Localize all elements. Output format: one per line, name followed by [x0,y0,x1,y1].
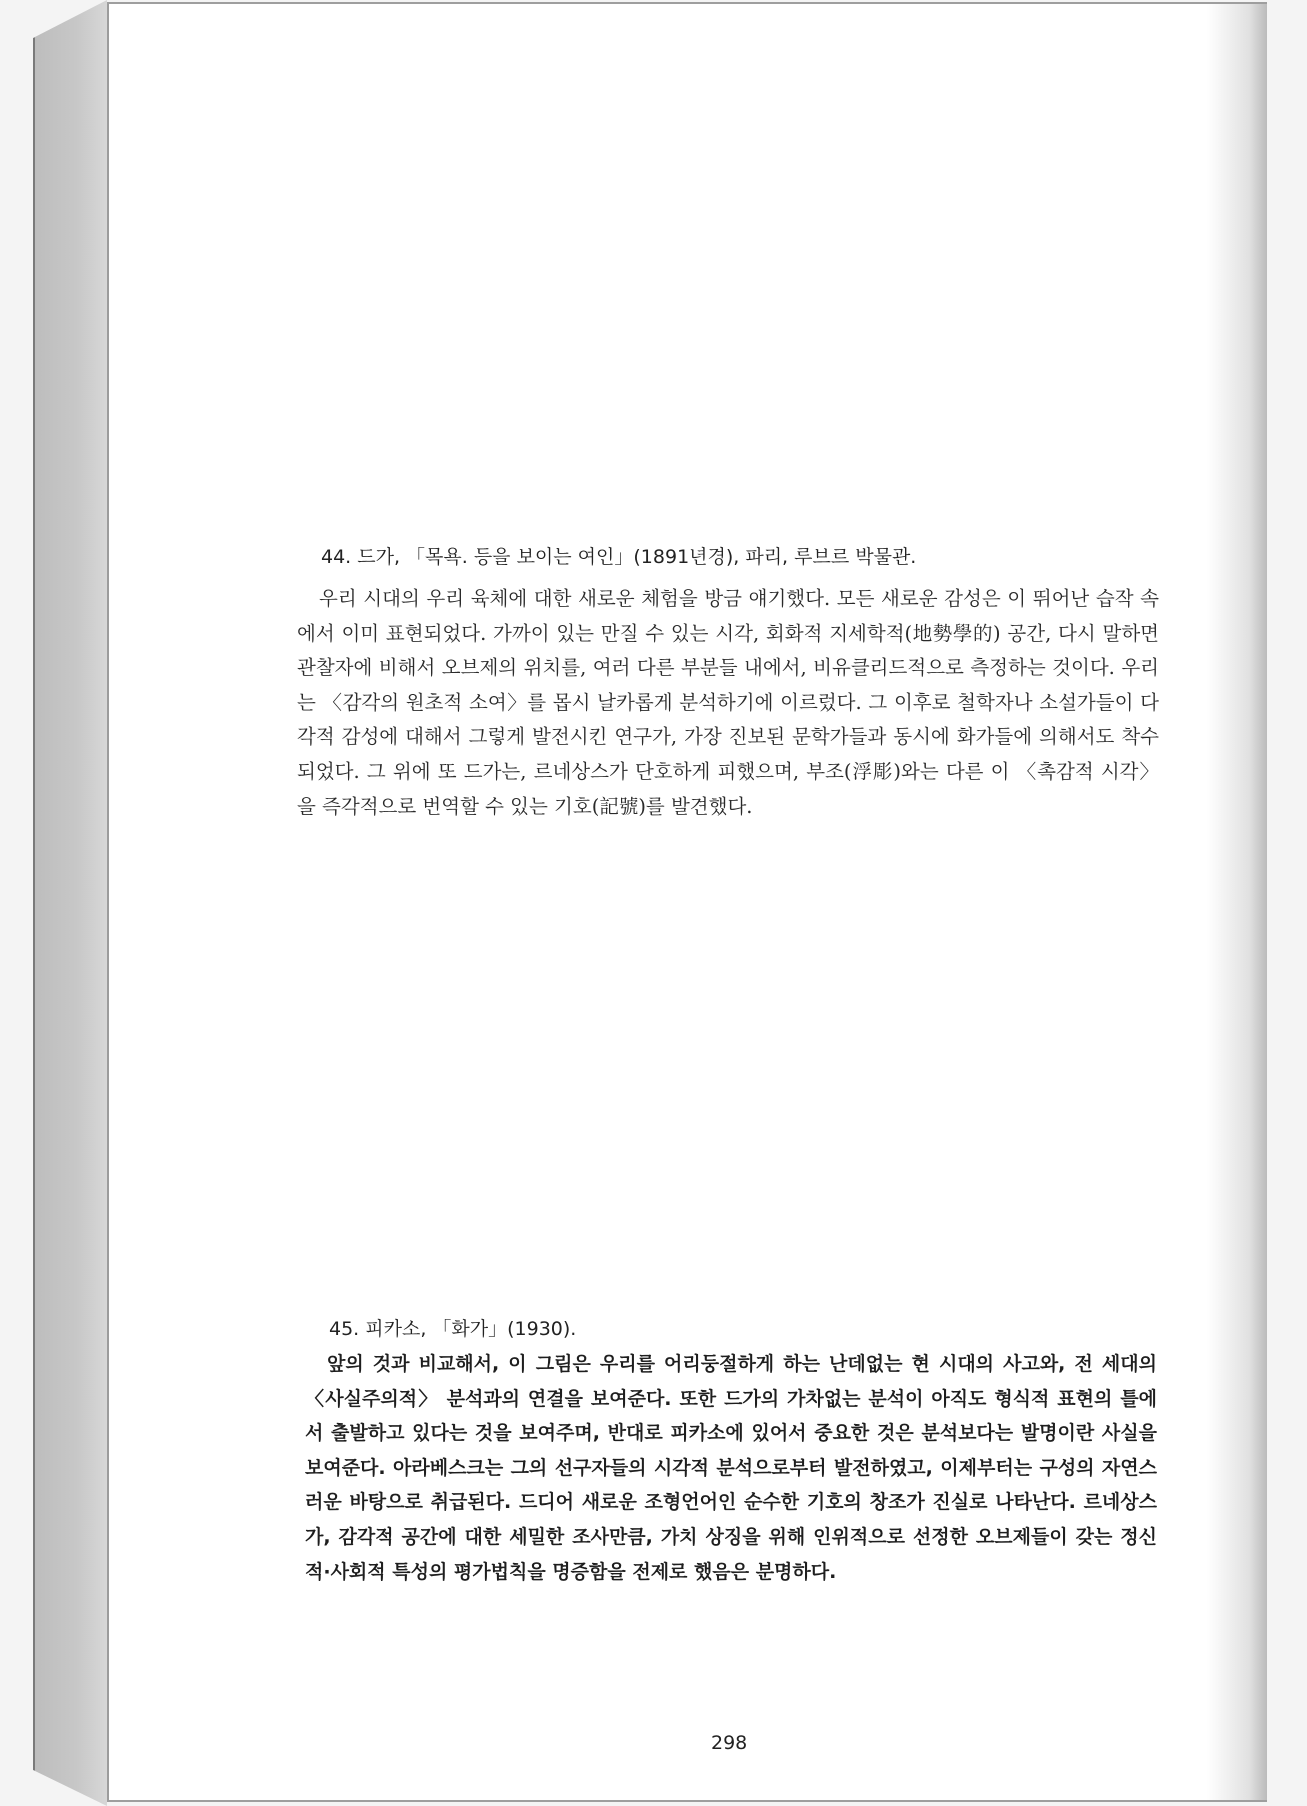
page-number: 298 [711,1732,748,1754]
paragraph-picasso: 앞의 것과 비교해서, 이 그림은 우리를 어리둥절하게 하는 난데없는 현 시대의 사고와, 전 세대의 〈사실주의적〉 분석과의 연결을 보여준다. 또한 드가의 가차없는 분석이 아직도 형식적 표현의 틀에서 출발하고 있다는 것을 보여주며, 반대로 피카소에 있어서 중요한 것은 분석보다는 발명이란 사실을 보여준다. 아라베스크는 그의 선구자들의 시각적 분석으로부터 발전하였고, 이제부터는 구성의 자연스러운 바탕으로 취급된다. 드디어 새로운 조형언어인 순수한 기호의 창조가 진실로 나타난다. 르네상스가, 감각적 공간에 대한 세밀한 조사만큼, 가치 상징을 위해 인위적으로 선정한 오브제들이 갖는 정신적·사회적 특성의 평가법칙을 명증함을 전제로 했음은 분명하다. [305,1353,1157,1583]
book-spine [33,0,109,1806]
paragraph-degas: 우리 시대의 우리 육체에 대한 새로운 체험을 방금 얘기했다. 모든 새로운 감성은 이 뛰어난 습작 속에서 이미 표현되었다. 가까이 있는 만질 수 있는 시각, 회화적 지세학적(地勢學的) 공간, 다시 말하면 관찰자에 비해서 오브제의 위치를, 여러 다른 부분들 내에서, 비유클리드적으로 측정하는 것이다. 우리는 〈감각의 원초적 소여〉를 몹시 날카롭게 분석하기에 이르렀다. 그 이후로 철학자나 소설가들이 다각적 감성에 대해서 그렇게 발전시킨 연구가, 가장 진보된 문학가들과 동시에 화가들에 의해서도 착수되었다. 그 위에 또 드가는, 르네상스가 단호하게 피했으며, 부조(浮彫)와는 다른 이 〈촉감적 시각〉을 즉각적으로 번역할 수 있는 기호(記號)를 발견했다. [297,587,1159,818]
page-left-border [107,4,109,1800]
page-edge-shadow [1207,4,1267,1800]
figure-caption-45: 45. 피카소, 「화가」(1930). [329,1318,577,1340]
figure-caption-44: 44. 드가, 「목욕. 등을 보이는 여인」(1891년경), 파리, 루브르 박물관. [321,546,917,568]
book-page [107,2,1267,1802]
